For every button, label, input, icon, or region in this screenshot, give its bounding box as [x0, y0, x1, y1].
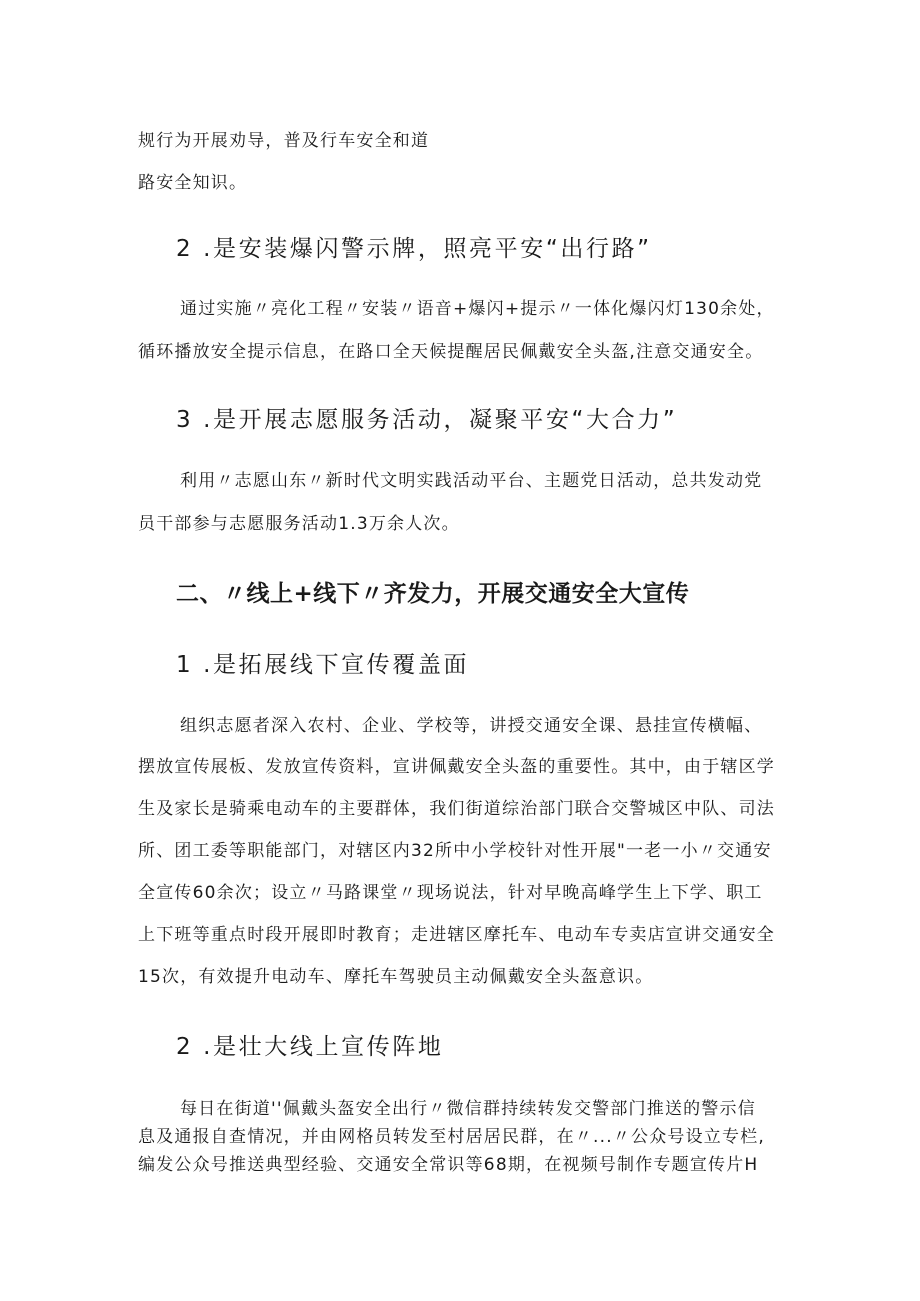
paragraph-line: 路安全知识。: [138, 173, 248, 193]
paragraph-line: 所、团工委等职能部门，对辖区内32所中小学校针对性开展"一老一小〃交通安: [138, 841, 772, 861]
paragraph-line: 组织志愿者深入农村、企业、学校等，讲授交通安全课、悬挂宣传横幅、: [180, 716, 763, 736]
paragraph-line: 15次，有效提升电动车、摩托车驾驶员主动佩戴安全头盔意识。: [138, 967, 654, 987]
paragraph-line: 息及通报自查情况，并由网格员转发至村居居民群，在〃...〃公众号设立专栏,: [138, 1127, 766, 1147]
paragraph-line: 通过实施〃亮化工程〃安装〃语音+爆闪+提示〃一体化爆闪灯130余处，: [180, 299, 775, 319]
paragraph-line: 循环播放安全提示信息，在路口全天候提醒居民佩戴安全头盔,注意交通安全。: [138, 342, 764, 362]
paragraph-line: 全宣传60余次；设立〃马路课堂〃现场说法，针对早晚高峰学生上下学、职工: [138, 883, 763, 903]
paragraph-line: 上下班等重点时段开展即时教育；走进辖区摩托车、电动车专卖店宣讲交通安全: [138, 925, 775, 945]
paragraph-line: 利用〃志愿山东〃新时代文明实践活动平台、主题党日活动，总共发动党: [180, 471, 763, 491]
section-heading: 二、〃线上+线下〃齐发力，开展交通安全大宣传: [176, 581, 690, 607]
paragraph-line: 每日在街道''佩戴头盔安全出行〃微信群持续转发交警部门推送的警示信: [180, 1099, 756, 1119]
paragraph-line: 编发公众号推送典型经验、交通安全常识等68期，在视频号制作专题宣传片H: [138, 1155, 759, 1175]
item-heading: 3 .是开展志愿服务活动，凝聚平安“大合力”: [176, 407, 678, 433]
paragraph-line: 生及家长是骑乘电动车的主要群体，我们街道综治部门联合交警城区中队、司法: [138, 799, 775, 819]
item-heading: 2 .是安装爆闪警示牌，照亮平安“出行路”: [176, 236, 652, 262]
paragraph-line: 员干部参与志愿服务活动1.3万余人次。: [138, 514, 460, 534]
paragraph-line: 规行为开展劝导，普及行车安全和道: [138, 131, 430, 151]
paragraph-line: 摆放宣传展板、发放宣传资料，宣讲佩戴安全头盔的重要性。其中，由于辖区学: [138, 757, 775, 777]
item-heading: 2 .是壮大线上宣传阵地: [176, 1034, 444, 1060]
item-heading: 1 .是拓展线下宣传覆盖面: [176, 652, 470, 678]
